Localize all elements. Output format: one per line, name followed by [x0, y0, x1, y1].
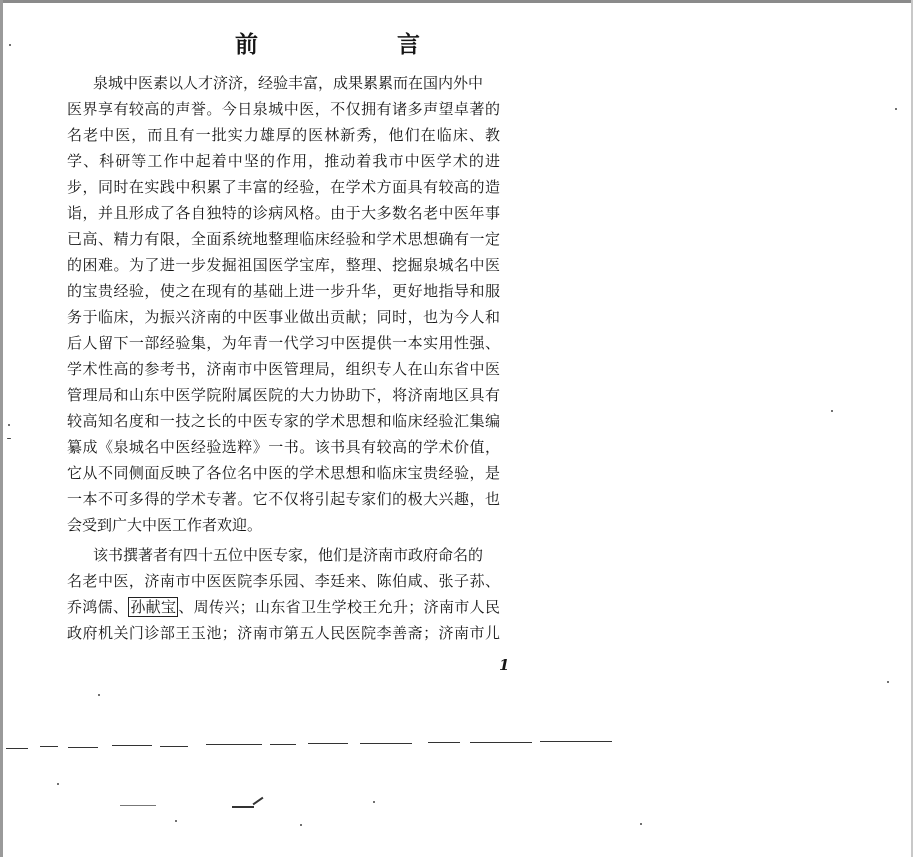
- text-line: 该书撰著者有四十五位中医专家，他们是济南市政府命名的: [93, 546, 484, 564]
- text-line: 纂成《泉城名中医经验选粹》一书。该书具有较高的学术价值，: [67, 438, 500, 456]
- scan-artifact: [373, 801, 375, 803]
- scan-artifact: [206, 744, 262, 745]
- text-line: 它从不同侧面反映了各位名中医的学术思想和临床宝贵经验，是: [67, 464, 500, 482]
- scan-artifact: [308, 743, 348, 744]
- text-line: 名老中医，而且有一批实力雄厚的医林新秀，他们在临床、教: [67, 126, 500, 144]
- scan-artifact: [300, 824, 302, 826]
- text-line: 医界享有较高的声誉。今日泉城中医，不仅拥有诸多声望卓著的: [67, 100, 500, 118]
- text-line: 的困难。为了进一步发掘祖国医学宝库，整理、挖掘泉城名中医: [67, 256, 500, 274]
- scan-artifact: [831, 410, 833, 412]
- scan-left-border: [0, 0, 3, 857]
- text-line: 学术性高的参考书，济南市中医管理局，组织专人在山东省中医: [67, 360, 500, 378]
- text-segment: 、周传兴；山东省卫生学校王允升；济南市人民: [178, 598, 500, 616]
- scan-artifact: [895, 108, 897, 110]
- scan-top-border: [0, 0, 913, 3]
- scan-artifact: [253, 797, 264, 806]
- scan-artifact: [9, 44, 11, 46]
- scan-artifact: [112, 745, 152, 746]
- scan-artifact: [175, 820, 177, 822]
- scan-artifact: [270, 744, 296, 745]
- scan-artifact: [360, 743, 412, 744]
- text-line: 政府机关门诊部王玉池；济南市第五人民医院李善斋；济南市儿: [67, 624, 500, 642]
- boxed-name: 孙献宝: [130, 598, 177, 616]
- text-line: 步，同时在实践中积累了丰富的经验，在学术方面具有较高的造: [67, 178, 500, 196]
- scan-artifact: [120, 805, 156, 806]
- scan-artifact: [8, 424, 10, 426]
- scan-artifact: [160, 746, 188, 747]
- scan-artifact: [57, 783, 59, 785]
- text-line: 较高知名度和一技之长的中医专家的学术思想和临床经验汇集编: [67, 412, 500, 430]
- text-line: 的宝贵经验，使之在现有的基础上进一步升华，更好地指导和服: [67, 282, 500, 300]
- scan-artifact: [7, 438, 11, 439]
- text-line: 务于临床，为振兴济南的中医事业做出贡献；同时，也为今人和: [67, 308, 500, 326]
- text-line: 后人留下一部经验集，为年青一代学习中医提供一本实用性强、: [67, 334, 500, 352]
- scan-artifact: [40, 746, 58, 747]
- text-line-with-boxed-name: [67, 594, 500, 620]
- scan-artifact: [887, 681, 889, 683]
- scan-artifact: [540, 741, 612, 742]
- text-line: 已高、精力有限，全面系统地整理临床经验和学术思想确有一定: [67, 230, 500, 248]
- scan-artifact: [98, 694, 100, 696]
- scan-artifact: [428, 742, 460, 743]
- scan-artifact: [640, 823, 642, 825]
- scan-artifact: [6, 748, 28, 749]
- text-line: 管理局和山东中医学院附属医院的大力协助下，将济南地区具有: [67, 386, 500, 404]
- scan-artifact: [232, 806, 254, 808]
- text-line: 诣，并且形成了各自独特的诊病风格。由于大多数名老中医年事: [67, 204, 500, 222]
- text-line: 名老中医，济南市中医医院李乐园、李廷来、陈伯咸、张子荪、: [67, 572, 500, 590]
- page-title: 前 言: [235, 31, 478, 58]
- scan-artifact: [68, 747, 98, 748]
- scan-artifact: [470, 742, 532, 743]
- text-line: 泉城中医素以人才济济，经验丰富，成果累累而在国内外中: [93, 74, 484, 92]
- page-number: 1: [499, 656, 510, 674]
- text-segment: 乔鸿儒、: [67, 598, 129, 616]
- text-line: 一本不可多得的学术专著。它不仅将引起专家们的极大兴趣，也: [67, 490, 500, 508]
- text-line: 会受到广大中医工作者欢迎。: [67, 516, 263, 534]
- text-line: 学、科研等工作中起着中坚的作用，推动着我市中医学术的进: [67, 152, 500, 170]
